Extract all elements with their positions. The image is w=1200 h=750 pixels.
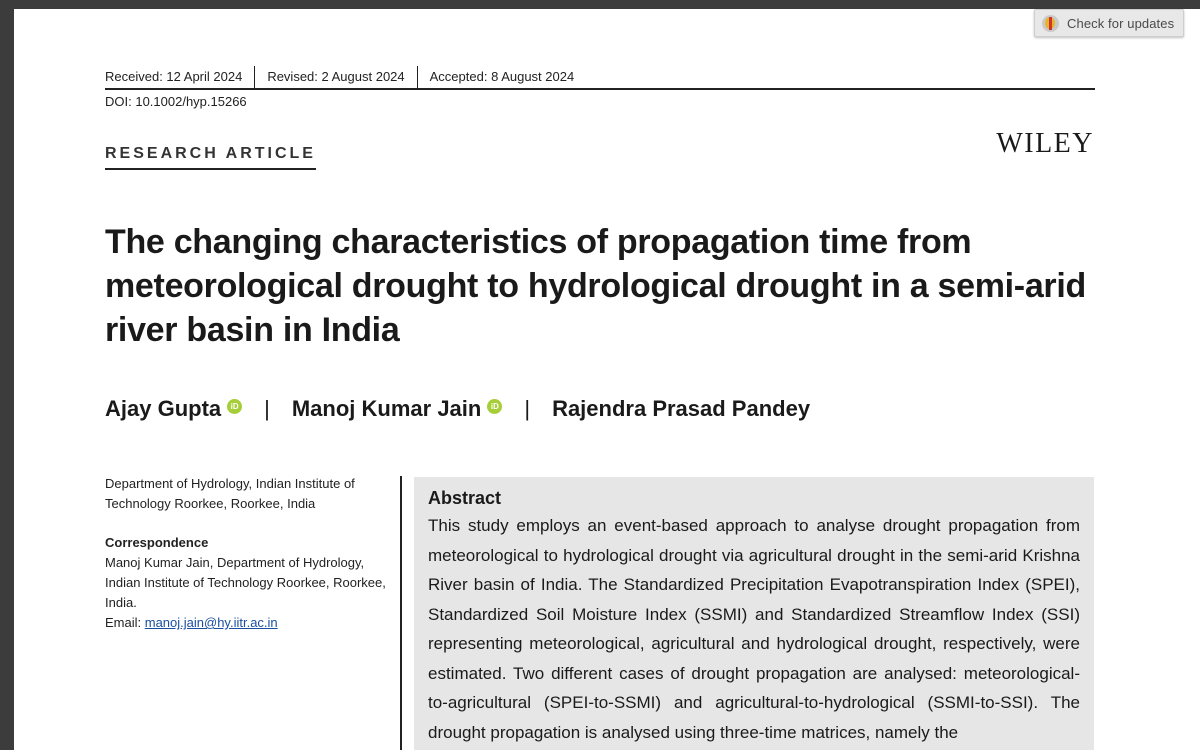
correspondence-email	[105, 613, 390, 633]
received-date: Received: 12 April 2024	[105, 69, 243, 84]
author-name[interactable]: Rajendra Prasad Pandey	[552, 396, 811, 421]
abstract-box	[414, 477, 1094, 750]
header-divider	[105, 88, 1095, 90]
check-for-updates-label: Check for updates	[1067, 15, 1175, 31]
article-title: The changing characteristics of propagation time from meteorological drought to hydrological drought in a semi-arid river basin in India	[105, 223, 1086, 349]
correspondence-text: Manoj Kumar Jain, Department of Hydrology, Indian Institute of Technology Roorkee, Roorkee, India.	[105, 555, 386, 610]
author[interactable]	[105, 396, 242, 422]
affiliation-column	[105, 474, 390, 633]
author-separator: |	[264, 396, 270, 421]
revised-date: Revised: 2 August 2024	[254, 66, 416, 88]
abstract-text: This study employs an event-based approach to analyse drought propagation from meteorological to hydrological drought via agricultural drought in the semi-arid Krishna River basin of India. The Standardized Precipitation Evapotranspiration Index (SPEI), Standardized Soil Moisture Index (SSMI) and Standardized Streamflow Index (SSI) representing meteorological, agricultural and hydrological drought, respectively, were estimated. Two different cases of drought propagation are analysed: meteorological-to-agricultural (SPEI-to-SSMI) and agricultural-to-hydrological (SSMI-to-SSI). The drought propagation is analysed using three-time matrices, namely the	[428, 516, 1080, 742]
author[interactable]	[292, 396, 502, 422]
orcid-icon[interactable]: iD	[227, 399, 242, 414]
publisher-logo: WILEY	[996, 128, 1094, 159]
correspondence-heading: Correspondence	[105, 535, 209, 550]
doi: DOI: 10.1002/hyp.15266	[105, 94, 247, 109]
author-name[interactable]: Manoj Kumar Jain	[291, 396, 482, 421]
history-dates	[105, 66, 1095, 88]
article-history	[105, 66, 1095, 109]
affiliation: Department of Hydrology, Indian Institute of Technology Roorkee, Roorkee, India	[105, 476, 355, 511]
crossmark-icon	[1042, 15, 1059, 32]
email-link[interactable]: manoj.jain@hy.iitr.ac.in	[144, 615, 278, 630]
article-type-label: RESEARCH ARTICLE	[105, 145, 316, 170]
author-list	[105, 396, 810, 422]
check-for-updates-button[interactable]	[1034, 9, 1184, 37]
author[interactable]	[552, 396, 810, 422]
email-label: Email:	[105, 615, 142, 630]
abstract-heading: Abstract	[428, 488, 502, 508]
orcid-icon[interactable]: iD	[487, 399, 502, 414]
column-divider	[400, 476, 402, 750]
accepted-date: Accepted: 8 August 2024	[417, 66, 587, 88]
author-separator: |	[524, 396, 531, 421]
author-name[interactable]: Ajay Gupta	[105, 396, 222, 421]
